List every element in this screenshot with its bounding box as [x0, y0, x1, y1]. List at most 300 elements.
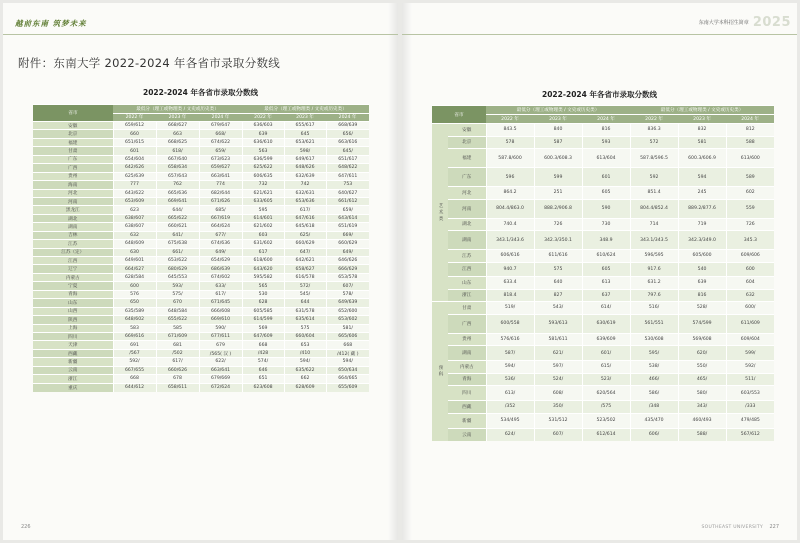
score-cell: 631/578	[284, 307, 326, 315]
score-cell: 660/604	[284, 332, 326, 340]
score-cell: 664/624	[199, 223, 242, 231]
score-cell: 645/	[326, 147, 369, 155]
score-cell: 563	[242, 147, 284, 155]
score-cell: 581/611	[534, 333, 582, 346]
score-cell: 628	[242, 299, 284, 307]
score-cell: 574/	[242, 358, 284, 366]
province-cell: 河北	[33, 189, 113, 197]
score-cell: 668/625	[156, 138, 199, 146]
score-cell: 659/612	[113, 122, 156, 130]
score-cell: 617/	[199, 290, 242, 298]
province-cell: 甘肃	[448, 302, 486, 315]
score-cell: 675/638	[156, 240, 199, 248]
score-cell: 940.7	[486, 262, 534, 277]
score-cell: 342.3/349.0	[678, 231, 726, 250]
table-row	[33, 130, 369, 138]
province-cell: 浙江	[448, 289, 486, 302]
table-row	[432, 168, 774, 187]
score-cell: 465/	[678, 373, 726, 386]
province-cell: 四川	[448, 386, 486, 401]
score-cell: 641/	[156, 231, 199, 239]
score-cell: 612/614	[582, 428, 630, 441]
province-cell: 浙江	[33, 375, 113, 383]
score-cell: 659/	[199, 147, 242, 155]
table-row	[33, 138, 369, 146]
score-cell: 673/623	[199, 155, 242, 163]
left-score-table	[33, 104, 369, 392]
province-cell: 上海	[33, 324, 113, 332]
score-cell: 608/	[534, 386, 582, 401]
score-cell: 753	[326, 181, 369, 189]
score-cell: 678	[156, 375, 199, 383]
province-cell: 广东	[448, 168, 486, 187]
score-cell: 633/605	[242, 197, 284, 205]
score-cell: 603	[242, 231, 284, 239]
score-cell: 649/639	[326, 299, 369, 307]
score-cell: 519/	[486, 302, 534, 315]
score-cell: 559	[726, 199, 774, 218]
score-cell: 592/	[113, 358, 156, 366]
year-header: 2022 年	[486, 115, 534, 124]
province-cell: 宁夏	[33, 282, 113, 290]
score-cell: 816	[678, 289, 726, 302]
score-cell: 606/635	[242, 172, 284, 180]
col-group-header-2: 最低分（理工或物理类 / 文史或历史类）	[242, 105, 369, 114]
score-cell: 660/621	[156, 223, 199, 231]
score-cell: 630/619	[582, 314, 630, 333]
score-cell: 645/618	[284, 223, 326, 231]
score-cell: 618/600	[242, 257, 284, 265]
province-cell: 云南	[33, 366, 113, 374]
score-cell: 545/	[284, 290, 326, 298]
score-cell: 664/627	[113, 265, 156, 273]
score-cell: 345.3	[726, 231, 774, 250]
year-header: 2023 年	[678, 115, 726, 124]
score-cell: 620/564	[582, 386, 630, 401]
province-cell: 黑龙江	[33, 206, 113, 214]
score-cell: 621/	[534, 346, 582, 361]
score-cell: 596	[486, 168, 534, 187]
score-cell: 671/645	[199, 299, 242, 307]
col-header-province: 省市	[33, 105, 113, 122]
score-cell: 251	[534, 187, 582, 200]
score-cell: 631/602	[242, 240, 284, 248]
score-cell: 598/	[284, 147, 326, 155]
score-cell: 613	[582, 277, 630, 290]
score-cell: 669/641	[156, 197, 199, 205]
score-cell: 665/622	[156, 214, 199, 222]
score-cell: 511/	[726, 373, 774, 386]
guide-title: 东南大学本科招生简章	[698, 19, 749, 26]
score-cell: 674/636	[199, 240, 242, 248]
province-cell: 新疆	[33, 358, 113, 366]
score-cell: 633.4	[486, 277, 534, 290]
score-cell: 653/621	[284, 138, 326, 146]
province-cell: 新疆	[448, 413, 486, 428]
province-cell: 甘肃	[33, 147, 113, 155]
score-cell: 643/614	[326, 214, 369, 222]
score-cell: 667/619	[199, 214, 242, 222]
year-header: 2022 年	[242, 113, 284, 122]
score-cell: 632/631	[284, 189, 326, 197]
score-cell: 685/	[199, 206, 242, 214]
province-cell: 广东	[33, 155, 113, 163]
score-cell: 635/614	[284, 316, 326, 324]
score-cell: 620/	[678, 346, 726, 361]
province-cell: 福建	[448, 149, 486, 168]
table-row	[432, 386, 774, 401]
score-cell: 593/	[156, 282, 199, 290]
table-row	[33, 282, 369, 290]
table-row	[33, 197, 369, 205]
score-cell: 642/626	[113, 164, 156, 172]
score-cell: 567/612	[726, 428, 774, 441]
score-cell: 572	[630, 136, 678, 149]
score-cell: 587/	[486, 346, 534, 361]
score-cell: 590/	[199, 324, 242, 332]
score-cell: 528/	[678, 302, 726, 315]
score-cell: 600	[726, 262, 774, 277]
score-cell: 605/585	[242, 307, 284, 315]
table-row	[33, 324, 369, 332]
province-cell: 青海	[448, 373, 486, 386]
score-cell: 663	[156, 130, 199, 138]
table-row	[33, 181, 369, 189]
header-rule	[402, 34, 797, 35]
table-row	[33, 223, 369, 231]
table-row	[432, 187, 774, 200]
score-cell: 651/619	[326, 223, 369, 231]
score-cell: 523/502	[582, 413, 630, 428]
province-cell: 湖北	[448, 218, 486, 231]
score-cell: 657/643	[156, 172, 199, 180]
score-cell: 645/553	[156, 273, 199, 281]
score-cell: 587	[534, 136, 582, 149]
table-row	[33, 214, 369, 222]
score-cell: 681	[156, 341, 199, 349]
score-cell: 653/602	[326, 316, 369, 324]
score-cell: 350/	[534, 401, 582, 414]
score-cell: 610/624	[582, 250, 630, 263]
score-cell: 600	[113, 282, 156, 290]
score-cell: 595	[242, 206, 284, 214]
score-cell: 648/584	[156, 307, 199, 315]
score-cell: 575	[534, 262, 582, 277]
score-cell: /567	[113, 349, 156, 357]
province-cell: 江苏（定）	[33, 248, 113, 256]
score-cell: 538/	[630, 361, 678, 374]
score-cell: 665/636	[156, 189, 199, 197]
score-cell: 605	[582, 262, 630, 277]
score-cell: 615/	[582, 361, 630, 374]
table-row	[432, 401, 774, 414]
score-cell: 624/	[486, 428, 534, 441]
score-cell: /412( 藏 )	[326, 349, 369, 357]
score-cell: 625/	[284, 231, 326, 239]
score-cell: 726	[726, 218, 774, 231]
score-cell: 602	[726, 187, 774, 200]
table-row	[432, 302, 774, 315]
score-cell: 650	[113, 299, 156, 307]
score-cell: 804.4/852.4	[630, 199, 678, 218]
year-header: 2023 年	[534, 115, 582, 124]
score-cell: 588/	[678, 428, 726, 441]
score-cell: 587.8/600	[486, 149, 534, 168]
score-cell: 623/608	[242, 383, 284, 391]
score-cell: 530/608	[630, 333, 678, 346]
score-cell: 632	[113, 231, 156, 239]
province-cell: 辽宁	[33, 265, 113, 273]
score-cell: 740.4	[486, 218, 534, 231]
score-cell: 804.4/863.0	[486, 199, 534, 218]
score-cell: 565	[242, 282, 284, 290]
score-cell: 632/639	[284, 172, 326, 180]
score-cell: 660/629	[326, 240, 369, 248]
table-row	[33, 155, 369, 163]
score-cell: 677/	[199, 231, 242, 239]
score-cell: 636/603	[242, 122, 284, 130]
score-cell: 639	[678, 277, 726, 290]
province-cell: 北京	[33, 130, 113, 138]
score-cell: 644/612	[113, 383, 156, 391]
score-cell: 655/609	[326, 383, 369, 391]
table-row	[33, 358, 369, 366]
province-cell: 山东	[33, 299, 113, 307]
score-cell: 843.5	[486, 124, 534, 137]
table-row	[432, 373, 774, 386]
table-row	[432, 333, 774, 346]
score-cell: 762	[156, 181, 199, 189]
score-cell: 613/600	[726, 149, 774, 168]
score-cell: 550/	[678, 361, 726, 374]
score-cell: 601	[582, 168, 630, 187]
score-cell: 583	[113, 324, 156, 332]
province-cell: 河南	[33, 197, 113, 205]
table-row	[432, 250, 774, 263]
score-cell: 587.8/596.5	[630, 149, 678, 168]
score-cell: 674/622	[199, 138, 242, 146]
col-group-header-2: 最低分（理工或物理类 / 文史或历史类）	[630, 106, 774, 115]
year-header: 2024 年	[326, 113, 369, 122]
score-cell: 653/578	[326, 273, 369, 281]
score-cell: 603/553	[726, 386, 774, 401]
score-cell: 605/600	[678, 250, 726, 263]
score-cell: 516/	[630, 302, 678, 315]
score-cell: 651	[242, 375, 284, 383]
province-cell: 江苏	[448, 250, 486, 263]
score-cell: 589	[726, 168, 774, 187]
score-cell: 653	[284, 341, 326, 349]
table-row	[33, 248, 369, 256]
score-cell: 648/622	[326, 164, 369, 172]
score-cell: 655/617	[284, 122, 326, 130]
score-cell: 645	[284, 130, 326, 138]
score-cell: 668	[326, 341, 369, 349]
score-cell: 605	[582, 187, 630, 200]
table-row	[33, 332, 369, 340]
table-row	[33, 341, 369, 349]
province-cell: 江苏	[33, 240, 113, 248]
table-row	[432, 314, 774, 333]
score-cell: 592/	[726, 361, 774, 374]
score-cell: 611/616	[534, 250, 582, 263]
score-cell: 648/626	[284, 164, 326, 172]
score-cell: 638/607	[113, 223, 156, 231]
table-row	[432, 262, 774, 277]
col-group-header-1: 最低分（理工或物理类 / 文史或历史类）	[113, 105, 242, 114]
province-cell: 贵州	[448, 333, 486, 346]
score-cell: 836.3	[630, 124, 678, 137]
score-cell: 607/	[534, 428, 582, 441]
table-row	[432, 218, 774, 231]
score-cell: 590	[582, 199, 630, 218]
score-cell: 625/639	[113, 172, 156, 180]
score-cell: 600.3/606.9	[678, 149, 726, 168]
score-cell: 646/626	[326, 257, 369, 265]
score-cell: 597/	[534, 361, 582, 374]
score-cell: 621/602	[242, 223, 284, 231]
score-cell: 630	[113, 248, 156, 256]
score-cell: 669/616	[113, 332, 156, 340]
score-cell: 691	[113, 341, 156, 349]
table-row	[432, 361, 774, 374]
right-page	[402, 3, 797, 540]
score-cell: /428	[242, 349, 284, 357]
score-cell: 647/616	[284, 214, 326, 222]
score-cell: 649/617	[284, 155, 326, 163]
score-cell: 460/493	[678, 413, 726, 428]
score-cell: 581/	[326, 324, 369, 332]
score-cell: 649/	[326, 248, 369, 256]
score-cell: 342.3/350.1	[534, 231, 582, 250]
score-cell: 679	[199, 341, 242, 349]
score-cell: 536/	[486, 373, 534, 386]
score-cell: 561/551	[630, 314, 678, 333]
score-cell: 774	[199, 181, 242, 189]
province-cell: 贵州	[33, 172, 113, 180]
score-cell: 665/606	[326, 332, 369, 340]
score-cell: /410	[284, 349, 326, 357]
score-cell: 616/578	[284, 273, 326, 281]
score-cell: 671/626	[199, 197, 242, 205]
score-cell: 594/	[486, 361, 534, 374]
province-cell: 江西	[448, 262, 486, 277]
score-cell: 677/611	[199, 332, 242, 340]
score-cell: 669/	[326, 231, 369, 239]
province-cell: 山西	[33, 307, 113, 315]
score-cell: 531/512	[534, 413, 582, 428]
province-cell: 湖南	[448, 346, 486, 361]
table-row	[33, 240, 369, 248]
score-cell: 569	[242, 324, 284, 332]
score-cell: 655/622	[156, 316, 199, 324]
year-header: 2023 年	[284, 113, 326, 122]
section-label: 预科	[432, 302, 448, 441]
score-cell: 576/616	[486, 333, 534, 346]
score-cell: 653/622	[156, 257, 199, 265]
right-score-table	[432, 105, 774, 441]
score-cell: 618/	[156, 147, 199, 155]
score-cell: 663/641	[199, 172, 242, 180]
page-gutter-shadow	[388, 3, 398, 540]
score-cell: 625/622	[242, 164, 284, 172]
score-cell: 343/	[678, 401, 726, 414]
score-cell: 578	[486, 136, 534, 149]
table-row	[33, 206, 369, 214]
province-cell: 福建	[33, 138, 113, 146]
score-cell: 644	[284, 299, 326, 307]
score-cell: 658/627	[284, 265, 326, 273]
table-row	[33, 366, 369, 374]
score-cell: 640/627	[326, 189, 369, 197]
score-cell: 600/558	[486, 314, 534, 333]
table-row	[33, 189, 369, 197]
score-cell: 668	[113, 375, 156, 383]
score-cell: 667/640	[156, 155, 199, 163]
score-cell: /502	[156, 349, 199, 357]
score-cell: 640	[534, 277, 582, 290]
score-cell: 572/	[284, 282, 326, 290]
score-cell: 622/	[199, 358, 242, 366]
score-cell: 633/	[199, 282, 242, 290]
province-cell: 内蒙古	[448, 361, 486, 374]
score-cell: 594/	[284, 358, 326, 366]
province-cell: 海南	[33, 181, 113, 189]
score-cell: 669/610	[199, 316, 242, 324]
table-row	[432, 231, 774, 250]
header-rule	[3, 34, 398, 35]
table-row	[432, 277, 774, 290]
score-cell: 816	[582, 124, 630, 137]
score-cell: 638/607	[113, 214, 156, 222]
score-cell: 647/611	[326, 172, 369, 180]
score-cell: 614/599	[242, 316, 284, 324]
score-cell: 840	[534, 124, 582, 137]
score-cell: 343.1/343.6	[486, 231, 534, 250]
score-cell: 435/470	[630, 413, 678, 428]
score-cell: 576	[113, 290, 156, 298]
province-cell: 云南	[448, 428, 486, 441]
score-cell: 614/	[582, 302, 630, 315]
score-cell: 686/639	[199, 265, 242, 273]
score-cell: 714	[630, 218, 678, 231]
province-cell: 吉林	[33, 231, 113, 239]
score-cell: 730	[582, 218, 630, 231]
table-row	[432, 413, 774, 428]
score-cell: 609/606	[726, 250, 774, 263]
table-row	[33, 231, 369, 239]
score-cell: 649/601	[113, 257, 156, 265]
score-cell: /348	[630, 401, 678, 414]
score-cell: 652/600	[326, 307, 369, 315]
province-cell: 重庆	[33, 383, 113, 391]
table-row	[432, 289, 774, 302]
score-cell: 679/669	[199, 375, 242, 383]
score-cell: 643/622	[113, 189, 156, 197]
table-row	[33, 147, 369, 155]
section-label: 艺术类	[432, 124, 448, 302]
score-cell: 679/647	[199, 122, 242, 130]
score-cell: 672/624	[199, 383, 242, 391]
province-cell: 北京	[448, 136, 486, 149]
score-cell: 613/604	[582, 149, 630, 168]
province-cell: 内蒙古	[33, 273, 113, 281]
score-cell: 611/609	[726, 314, 774, 333]
table-row	[33, 273, 369, 281]
score-cell: 523/	[582, 373, 630, 386]
table-row	[432, 199, 774, 218]
score-cell: 643/620	[242, 265, 284, 273]
